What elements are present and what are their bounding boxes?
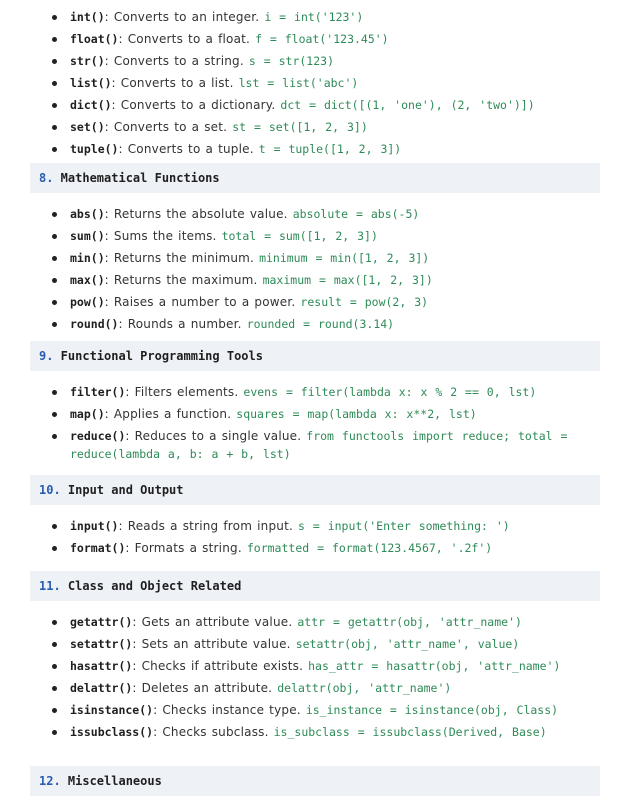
bullet-icon	[52, 708, 57, 713]
bullet-icon	[52, 412, 57, 417]
bullet-icon	[52, 642, 57, 647]
function-name: tuple()	[70, 142, 119, 156]
function-name: map()	[70, 407, 105, 421]
section-title: Input and Output	[60, 483, 184, 497]
section-class	[0, 613, 639, 743]
function-description: : Converts to a string.	[104, 54, 249, 68]
function-name: isinstance()	[70, 703, 154, 717]
code-example: delattr(obj, 'attr_name')	[277, 681, 452, 695]
function-description: : Filters elements.	[125, 385, 244, 399]
section-header-math	[30, 163, 600, 193]
bullet-icon	[52, 212, 57, 217]
section-title: Mathematical Functions	[53, 171, 220, 185]
bullet-icon	[52, 147, 57, 152]
function-description: : Converts to an integer.	[104, 10, 265, 24]
list-item	[0, 205, 639, 225]
function-description: : Sums the items.	[104, 229, 222, 243]
function-name: input()	[70, 519, 119, 533]
section-header-misc	[30, 766, 600, 796]
function-description: : Returns the minimum.	[104, 251, 260, 265]
function-name: abs()	[70, 207, 105, 221]
list-item	[0, 293, 639, 313]
function-description: : Converts to a set.	[104, 120, 233, 134]
list-item	[0, 30, 639, 50]
bullet-icon	[52, 37, 57, 42]
list-item	[0, 723, 639, 743]
bullet-icon	[52, 59, 57, 64]
function-name: set()	[70, 120, 105, 134]
function-description: : Raises a number to a power.	[104, 295, 301, 309]
code-example: setattr(obj, 'attr_name', value)	[295, 637, 520, 651]
code-example: dct = dict([(1, 'one'), (2, 'two')])	[280, 98, 535, 112]
list-item	[0, 539, 639, 559]
function-name: int()	[70, 10, 105, 24]
bullet-icon	[52, 686, 57, 691]
code-example: rounded = round(3.14)	[246, 317, 395, 331]
function-name: format()	[70, 541, 126, 555]
code-example: absolute = abs(-5)	[292, 207, 420, 221]
function-name: min()	[70, 251, 105, 265]
bullet-icon	[52, 15, 57, 20]
function-name: list()	[70, 76, 112, 90]
function-description: : Checks if attribute exists.	[132, 659, 309, 673]
function-name: issubclass()	[70, 725, 154, 739]
section-title: Functional Programming Tools	[53, 349, 263, 363]
function-name: getattr()	[70, 615, 133, 629]
section-number: 8.	[39, 171, 54, 185]
function-description: : Applies a function.	[104, 407, 237, 421]
list-item	[0, 657, 639, 677]
code-example: s = input('Enter something: ')	[298, 519, 510, 533]
code-example: t = tuple([1, 2, 3])	[258, 142, 402, 156]
function-description: : Converts to a list.	[111, 76, 239, 90]
section-number: 10.	[39, 483, 61, 497]
function-name: dict()	[70, 98, 112, 112]
bullet-icon	[52, 620, 57, 625]
code-example: attr = getattr(obj, 'attr_name')	[297, 615, 522, 629]
function-description: : Reads a string from input.	[118, 519, 299, 533]
list-item	[0, 74, 639, 94]
list-item	[0, 613, 639, 633]
list-item	[0, 140, 639, 160]
code-example: lst = list('abc')	[238, 76, 359, 90]
function-description: : Sets an attribute value.	[132, 637, 296, 651]
section-title: Miscellaneous	[60, 774, 162, 788]
list-item	[0, 52, 639, 72]
list-item	[0, 383, 639, 403]
list-item	[0, 96, 639, 116]
list-item	[0, 517, 639, 537]
section-number: 11.	[39, 579, 61, 593]
bullet-icon	[52, 103, 57, 108]
function-description: : Checks subclass.	[153, 725, 274, 739]
code-example: st = set([1, 2, 3])	[232, 120, 368, 134]
function-name: delattr()	[70, 681, 133, 695]
class-functions-list	[0, 613, 639, 743]
list-item	[0, 227, 639, 247]
bullet-icon	[52, 390, 57, 395]
function-name: str()	[70, 54, 105, 68]
code-example: is_subclass = issubclass(Derived, Base)	[273, 725, 547, 739]
list-item	[0, 405, 639, 425]
function-name: reduce()	[70, 429, 126, 443]
section-math	[0, 205, 639, 335]
list-item	[0, 249, 639, 269]
function-description: : Gets an attribute value.	[132, 615, 298, 629]
code-example: maximum = max([1, 2, 3])	[262, 273, 433, 287]
list-item	[0, 701, 639, 721]
function-description: : Formats a string.	[125, 541, 247, 555]
code-example: has_attr = hasattr(obj, 'attr_name')	[308, 659, 561, 673]
function-description: : Deletes an attribute.	[132, 681, 278, 695]
bullet-icon	[52, 81, 57, 86]
bullet-icon	[52, 125, 57, 130]
function-name: max()	[70, 273, 105, 287]
function-description: : Converts to a float.	[118, 32, 256, 46]
function-description: : Checks instance type.	[153, 703, 306, 717]
function-name: float()	[70, 32, 119, 46]
bullet-icon	[52, 546, 57, 551]
code-example: evens = filter(lambda x: x % 2 == 0, lst)	[243, 385, 537, 399]
function-name: sum()	[70, 229, 105, 243]
code-example: total = sum([1, 2, 3])	[221, 229, 378, 243]
code-example: formatted = format(123.4567, '.2f')	[246, 541, 493, 555]
function-name: hasattr()	[70, 659, 133, 673]
function-description: : Converts to a tuple.	[118, 142, 259, 156]
function-name: setattr()	[70, 637, 133, 651]
function-name: round()	[70, 317, 119, 331]
code-example: from functools import reduce; total = reduce(lambda a, b: a + b, lst)	[70, 429, 568, 461]
bullet-icon	[52, 256, 57, 261]
code-example: squares = map(lambda x: x**2, lst)	[236, 407, 477, 421]
function-description: : Converts to a dictionary.	[111, 98, 281, 112]
section-title: Class and Object Related	[60, 579, 242, 593]
bullet-icon	[52, 278, 57, 283]
function-description: : Returns the absolute value.	[104, 207, 293, 221]
list-item	[0, 635, 639, 655]
list-item	[0, 679, 639, 699]
bullet-icon	[52, 730, 57, 735]
code-example: result = pow(2, 3)	[300, 295, 429, 309]
code-example: minimum = min([1, 2, 3])	[259, 251, 430, 265]
section-header-class	[30, 571, 600, 601]
io-functions-list	[0, 517, 639, 559]
function-description: : Returns the maximum.	[104, 273, 263, 287]
list-item	[0, 8, 639, 28]
section-number: 12.	[39, 774, 61, 788]
function-description: : Reduces to a single value.	[125, 429, 307, 443]
code-example: i = int('123')	[264, 10, 364, 24]
code-example: is_instance = isinstance(obj, Class)	[305, 703, 559, 717]
bullet-icon	[52, 664, 57, 669]
function-description: : Rounds a number.	[118, 317, 247, 331]
function-name: filter()	[70, 385, 126, 399]
bullet-icon	[52, 300, 57, 305]
section-number: 9.	[39, 349, 54, 363]
list-item	[0, 118, 639, 138]
section-conversions	[0, 8, 639, 160]
list-item	[0, 315, 639, 335]
section-io	[0, 517, 639, 559]
bullet-icon	[52, 524, 57, 529]
functional-tools-list	[0, 383, 639, 463]
bullet-icon	[52, 234, 57, 239]
section-functional	[0, 383, 639, 463]
section-header-functional	[30, 341, 600, 371]
code-example: f = float('123.45')	[255, 32, 389, 46]
list-item	[0, 271, 639, 291]
section-header-io	[30, 475, 600, 505]
conversion-functions-list	[0, 8, 639, 160]
math-functions-list	[0, 205, 639, 335]
list-item	[0, 427, 639, 463]
code-example: s = str(123)	[248, 54, 334, 68]
bullet-icon	[52, 322, 57, 327]
function-name: pow()	[70, 295, 105, 309]
bullet-icon	[52, 434, 57, 439]
